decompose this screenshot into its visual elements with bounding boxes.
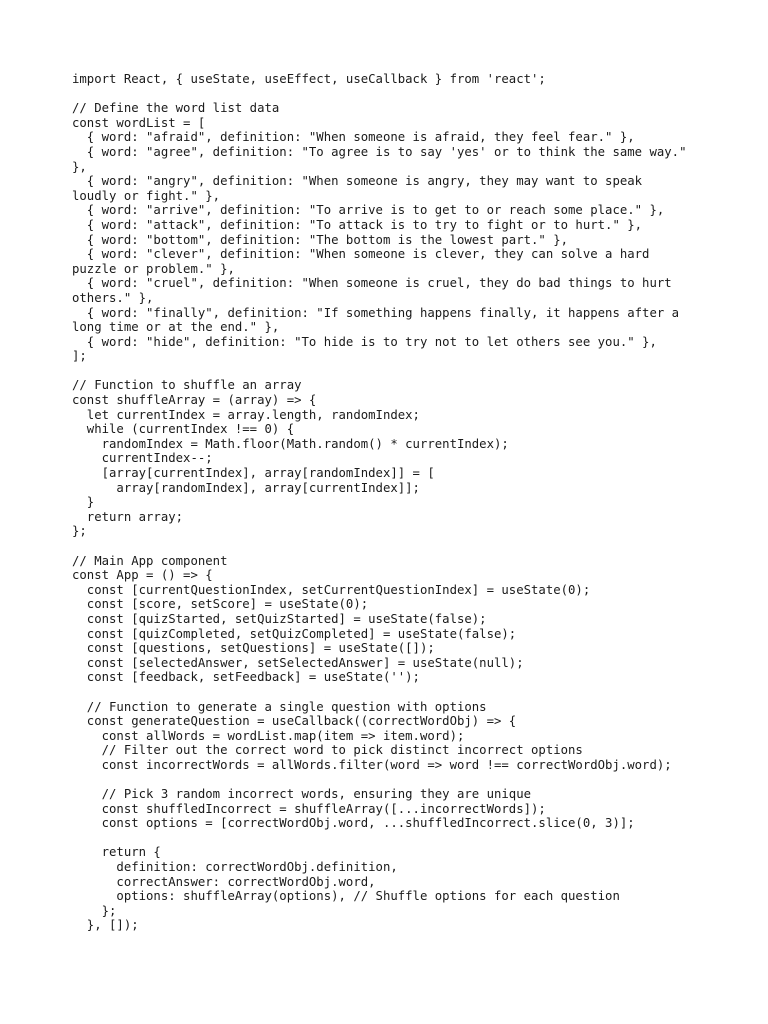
code-line: currentIndex--; (72, 451, 213, 466)
code-line: import React, { useState, useEffect, useCallback } from 'react'; (72, 72, 546, 86)
code-line: }, []); (72, 918, 139, 933)
code-line: } (72, 495, 95, 510)
code-line: const [quizCompleted, setQuizCompleted] = useState(false); (72, 626, 517, 641)
code-line: puzzle or problem." }, (72, 261, 235, 276)
code-line: // Main App component (72, 553, 228, 568)
code-line: const [quizStarted, setQuizStarted] = useState(false); (72, 611, 487, 626)
code-line: return array; (72, 509, 184, 524)
code-line: const [currentQuestionIndex, setCurrentQuestionIndex] = useState(0); (72, 582, 591, 597)
code-line: long time or at the end." }, (72, 320, 280, 335)
code-line: others." }, (72, 290, 154, 305)
code-line: { word: "arrive", definition: "To arrive is to get to or reach some place." }, (72, 203, 665, 218)
code-line: loudly or fight." }, (72, 188, 221, 203)
code-line (72, 773, 712, 788)
code-line: return { (72, 845, 161, 860)
code-line: const shuffledIncorrect = shuffleArray([...incorrectWords]); (72, 801, 546, 816)
code-block (72, 72, 712, 933)
code-line: let currentIndex = array.length, randomIndex; (72, 407, 420, 422)
code-line: { word: "agree", definition: "To agree is to say 'yes' or to think the same way." (72, 144, 687, 159)
code-line: [array[currentIndex], array[randomIndex]] = [ (72, 466, 435, 481)
code-line: { word: "clever", definition: "When someone is clever, they can solve a hard (72, 247, 650, 262)
code-line: }, (72, 159, 87, 174)
code-line: const [score, setScore] = useState(0); (72, 597, 369, 612)
code-line: const generateQuestion = useCallback((correctWordObj) => { (72, 714, 517, 729)
code-line: // Pick 3 random incorrect words, ensuring they are unique (72, 787, 532, 802)
code-line (72, 539, 712, 554)
code-line: }; (72, 903, 117, 918)
code-line: const [selectedAnswer, setSelectedAnswer] = useState(null); (72, 655, 524, 670)
code-line: const [questions, setQuestions] = useState([]); (72, 641, 435, 656)
code-line: { word: "attack", definition: "To attack is to try to fight or to hurt." }, (72, 217, 643, 232)
code-line: { word: "bottom", definition: "The bottom is the lowest part." }, (72, 232, 569, 247)
code-line (72, 87, 712, 102)
code-line: const wordList = [ (72, 115, 206, 130)
code-line: const options = [correctWordObj.word, ...shuffledIncorrect.slice(0, 3)]; (72, 816, 635, 831)
code-line: { word: "hide", definition: "To hide is to try not to let others see you." }, (72, 334, 657, 349)
code-line: options: shuffleArray(options), // Shuffle options for each question (72, 889, 620, 904)
code-line: { word: "cruel", definition: "When someone is cruel, they do bad things to hurt (72, 276, 672, 291)
code-line (72, 685, 712, 700)
code-line: // Define the word list data (72, 101, 280, 116)
code-line (72, 831, 712, 846)
code-line: { word: "finally", definition: "If something happens finally, it happens after a (72, 305, 680, 320)
code-line: randomIndex = Math.floor(Math.random() * currentIndex); (72, 436, 509, 451)
code-line (72, 364, 712, 379)
code-line: // Function to generate a single question with options (72, 699, 487, 714)
code-line: const App = () => { (72, 568, 213, 583)
code-line: const shuffleArray = (array) => { (72, 393, 317, 408)
code-line: ]; (72, 349, 87, 364)
code-line: while (currentIndex !== 0) { (72, 422, 295, 437)
code-line: { word: "afraid", definition: "When someone is afraid, they feel fear." }, (72, 130, 635, 145)
code-line: definition: correctWordObj.definition, (72, 860, 398, 875)
code-line: array[randomIndex], array[currentIndex]]; (72, 480, 420, 495)
code-line: correctAnswer: correctWordObj.word, (72, 874, 376, 889)
code-line: // Filter out the correct word to pick distinct incorrect options (72, 743, 583, 758)
code-line: const incorrectWords = allWords.filter(word => word !== correctWordObj.word); (72, 757, 672, 772)
code-line: }; (72, 524, 87, 539)
code-line: // Function to shuffle an array (72, 378, 302, 393)
code-line: const allWords = wordList.map(item => item.word); (72, 728, 465, 743)
code-line: { word: "angry", definition: "When someone is angry, they may want to speak (72, 174, 643, 189)
code-line: const [feedback, setFeedback] = useState(''); (72, 670, 420, 685)
